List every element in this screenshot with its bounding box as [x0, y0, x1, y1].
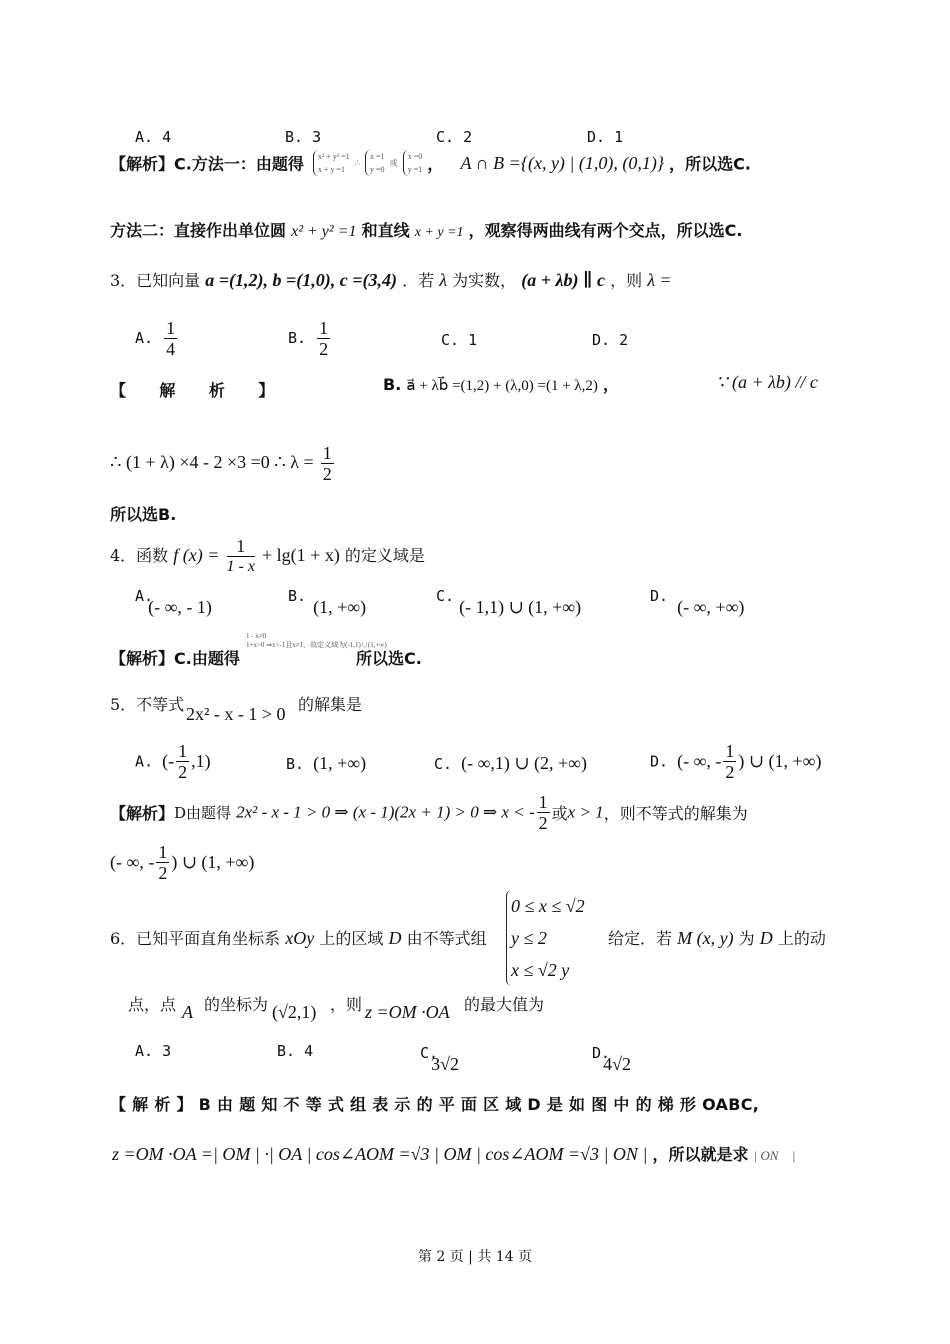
q2-analysis-label: 【解析】C.方法一：由题得: [110, 154, 304, 174]
q2-conclusion: ，所以选C.: [669, 154, 751, 174]
q4-conclusion: 所以选C.: [356, 649, 422, 668]
q6-analysis-line1: 【 解 析 】 B 由 题 知 不 等 式 组 表 示 的 平 面 区 域 D 是 如 图 中 的 梯 形 OABC,: [110, 1095, 760, 1114]
q4-analysis-line: [110, 646, 240, 669]
q2-method2-line: 方法二：直接作出单位圆 x² + y² =1 和直线 x + y =1 ，观察得两曲线有两个交点，所以选C.: [110, 221, 743, 240]
q6-option-c: C. 3√2: [420, 1044, 459, 1074]
q2-system-3: x =0 y =1: [403, 150, 423, 176]
q6-max-label: 的最大值为: [464, 995, 545, 1014]
q3-therefore-line: ∴ (1 + λ) ×4 - 2 ×3 =0 ∴ λ = $\frac{1}{2}$: [110, 443, 332, 484]
q5-option-b: B. (1, +∞): [286, 753, 367, 773]
q6-option-d: D. 4√2: [592, 1044, 631, 1074]
q5-stem: 5．不等式: [110, 695, 185, 714]
q3-analysis-label: 【 解 析 】: [110, 381, 275, 400]
q5-inequality: 2x² - x - 1 > 0: [186, 704, 286, 724]
q3-option-b: B. $\frac{1}{2}$: [288, 318, 329, 359]
q3-because: ∵ (a + λb) // c: [716, 372, 818, 392]
q6-stem-line1: 6．已知平面直角坐标系 xOy 上的区域 D 由不等式组: [110, 928, 487, 948]
q2-set-expression: A ∩ B ={(x, y) | (1,0), (0,1)}: [460, 152, 665, 173]
q4-option-a: A. (- ∞, - 1): [135, 587, 212, 617]
q6-analysis-line2: z =OM ·OA =| OM | ·| OA | cos∠AOM =√3 | OM | cos∠AOM =√3 | ON | ，所以就是求 | ON⃗ |: [112, 1144, 796, 1164]
q6-coord-label: 的坐标为: [204, 995, 269, 1014]
q5-stem-tail: 的解集是: [298, 695, 363, 714]
q3-analysis-expr: B. a⃗ + λb⃗ =(1,2) + (λ,0) =(1 + λ,2) ，: [383, 375, 620, 394]
q5-result: (- ∞, - $\frac{1}{2}$ ) ∪ (1, +∞): [110, 842, 255, 883]
q6-point-a: A: [182, 1002, 193, 1022]
q6-a-coord: (√2,1): [272, 1002, 317, 1022]
q3-option-d: D. 2: [592, 331, 629, 349]
q2-line-eq: x + y =1: [414, 225, 464, 240]
q3-option-c: C. 1: [441, 331, 478, 349]
q6-stem-line1-tail: 给定．若 M (x, y) 为 D 上的动: [608, 928, 826, 948]
q5-analysis-line: 【解析】D由题得 2x² - x - 1 > 0 ⇒ (x - 1)(2x + 1) > 0 ⇒ x < - $\frac{1}{2}$ 或x > 1，则不等式的解集为: [110, 792, 748, 833]
q2-circle-eq: x² + y² =1: [291, 223, 357, 240]
q2-system-1: x² + y² =1 x + y =1: [313, 150, 350, 176]
q2-option-a: A. 4: [135, 128, 172, 146]
page-footer: 第 2 页 | 共 14 页: [417, 1249, 533, 1265]
q4-option-c: C. (- 1,1) ∪ (1, +∞): [436, 587, 582, 617]
q4-option-d: D. (- ∞, +∞): [650, 587, 745, 617]
q3-parallel-condition: (a + λb) ∥ c: [521, 270, 605, 290]
q6-then: ，则: [330, 995, 363, 1014]
q6-z-expr: z =OM ·OA: [365, 1002, 450, 1022]
q6-stem-line2: 点，点: [128, 995, 177, 1014]
q3-option-a: A. $\frac{1}{4}$: [135, 318, 176, 359]
q2-system-2: x =1 y =0: [365, 150, 385, 176]
q6-option-b: B. 4: [277, 1042, 314, 1060]
q5-option-a: A. (- $\frac{1}{2}$ ,1): [135, 741, 211, 782]
q3-conclusion: 所以选B.: [110, 505, 177, 524]
q2-analysis-line: 【解析】C.方法一：由题得 x² + y² =1 x + y =1 ∴ x =1 y =0 或 x =0 y =1 ， A ∩ B ={(x, y) | (1,0), (0,1)} ，所以选C.: [110, 152, 751, 174]
q5-option-c: C. (- ∞,1) ∪ (2, +∞): [434, 753, 587, 773]
q3-vectors: a =(1,2), b =(1,0), c =(3,4): [205, 270, 398, 290]
q4-tiny-derivation: 1 - x≠0 1+x>0 ⇒x>-1且x≠1，故定义域为(-1,1)∪(1,+∞): [246, 632, 387, 649]
q5-option-d: D. (- ∞, - $\frac{1}{2}$ ) ∪ (1, +∞): [650, 741, 822, 782]
q2-option-b: B. 3: [285, 128, 322, 146]
q4-stem: 4．函数 f (x) = $\frac{1}{1 - x}$ + lg(1 + x) 的定义域是: [110, 536, 425, 575]
q3-analysis-line: [110, 378, 274, 401]
q6-inequality-system: 0 ≤ x ≤ √2 y ≤ 2 x ≤ √2 y: [506, 890, 585, 986]
q2-option-c: C. 2: [436, 128, 473, 146]
q6-option-a: A. 3: [135, 1042, 172, 1060]
q2-option-d: D. 1: [587, 128, 624, 146]
q4-option-b: B. (1, +∞): [288, 587, 367, 617]
q4-analysis-label: 【解析】C.由题得: [110, 649, 240, 668]
q3-stem: 3．已知向量 a =(1,2), b =(1,0), c =(3,4) ．若 λ 为实数， (a + λb) ∥ c ，则 λ =: [110, 270, 672, 290]
